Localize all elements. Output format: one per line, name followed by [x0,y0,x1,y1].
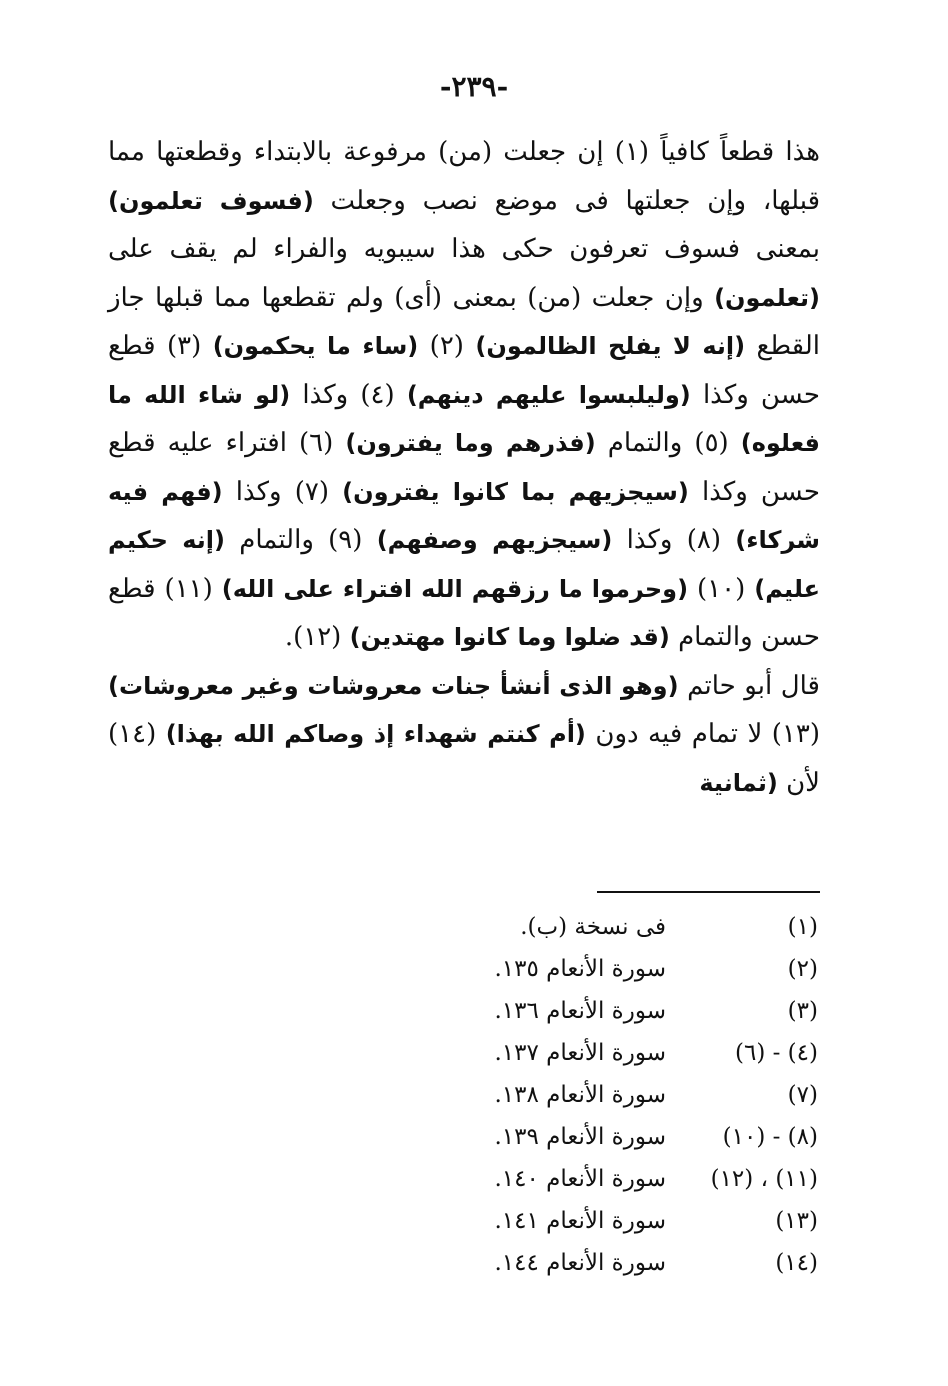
quran-quote: (فهم فيه شركاء) [108,477,820,554]
text-run: (١٣) لا تمام فيه دون [585,719,820,749]
footnote-item [0,990,948,1032]
text-run: (١٠) [688,573,755,604]
text-run: (٤) وكذا [290,379,407,410]
footnote-number: (١٤) [775,1250,818,1276]
text-run: (١١) قطع حسن والتمام [108,573,820,652]
quran-quote: (سيجزيهم بما كانوا يفترون) [342,477,689,506]
text-run: (٢) [418,331,476,361]
footnote-item [0,1074,948,1116]
text-run: (٨) وكذا [612,525,736,555]
quran-quote: (وحرموا ما رزقهم الله افتراء على الله) [221,574,689,603]
quran-quote: (ثمانية [699,768,778,797]
quran-quote: (تعلمون) [714,283,820,312]
footnote-number: (١) [787,914,818,940]
text-run: (٩) والتمام [225,525,377,555]
quran-quote: (ساء ما يحكمون) [212,332,419,360]
quran-quote: (إنه حكيم عليم) [108,526,821,603]
footnote-text: سورة الأنعام ١٣٨. [494,1082,666,1108]
footnote-item [0,1032,948,1074]
text-run: (٧) وكذا [222,476,343,507]
footnote-number: (٣) [787,998,818,1024]
text-run: قال أبو حاتم [678,670,820,701]
quran-quote: (وهو الذى أنشأ جنات معروشات وغير معروشات) [108,671,679,700]
footnote-item [0,1242,948,1284]
text-run: (٦) افتراء عليه قطع حسن وكذا [108,428,820,507]
text-run: (٣) قطع حسن وكذا [108,331,820,410]
footnote-text: سورة الأنعام ١٣٩. [494,1124,666,1150]
text-run: هذا قطعاً كافياً (١) إن جعلت (من) مرفوعة بالابتداء وقطعتها مما قبلها، وإن جعلتها فى موضع نصب وجعلت [108,137,820,216]
footnote-text: سورة الأنعام ١٤٤. [494,1250,666,1276]
text-run: (٥) والتمام [595,428,741,458]
quran-quote: (فسوف تعلمون) [108,186,314,215]
footnote-number: (١١) ، (١٢) [710,1166,818,1192]
paragraph [108,662,820,808]
quran-quote: (أم كنتم شهداء إذ وصاكم الله بهذا) [165,720,586,748]
footnote-number: (٧) [787,1082,818,1108]
footnote-item [0,1200,948,1242]
footnote-item [0,1158,948,1200]
text-run: (١٤) لأن [108,719,820,798]
quran-quote: (سيجزيهم وصفهم) [376,526,613,554]
footnote-item [0,906,948,948]
footnote-number: (٤) - (٦) [734,1040,818,1066]
paragraph [108,128,820,662]
quran-quote: (لو شاء الله ما فعلوه) [108,380,820,457]
quran-quote: (وليلبسوا عليهم دينهم) [406,380,691,409]
footnote-separator [597,891,820,893]
footnote-text: فى نسخة (ب). [520,914,666,940]
text-run: وإن جعلت (من) بمعنى (أى) ولم تقطعها مما قبلها جاز القطع [108,282,820,361]
footnote-text: سورة الأنعام ١٣٥. [494,956,666,982]
footnote-number: (٨) - (١٠) [722,1124,818,1150]
quran-quote: (إنه لا يفلح الظالمون) [475,332,746,360]
text-run: (١٢). [284,622,350,652]
footnote-text: سورة الأنعام ١٤٠. [494,1166,666,1192]
footnote-text: سورة الأنعام ١٤١. [494,1208,666,1234]
footnote-item [0,948,948,990]
quran-quote: (فذرهم وما يفترون) [345,429,596,457]
main-text [108,128,820,807]
text-run: بمعنى فسوف تعرفون حكى هذا سيبويه والفراء لم يقف على [108,234,820,264]
page-number: -٢٣٩- [439,70,509,103]
footnote-number: (٢) [787,956,818,982]
footnote-item [0,1116,948,1158]
footnote-number: (١٣) [775,1208,818,1234]
quran-quote: (قد ضلوا وما كانوا مهتدين) [349,623,670,651]
footnote-text: سورة الأنعام ١٣٧. [494,1040,666,1066]
footnote-text: سورة الأنعام ١٣٦. [494,998,666,1024]
